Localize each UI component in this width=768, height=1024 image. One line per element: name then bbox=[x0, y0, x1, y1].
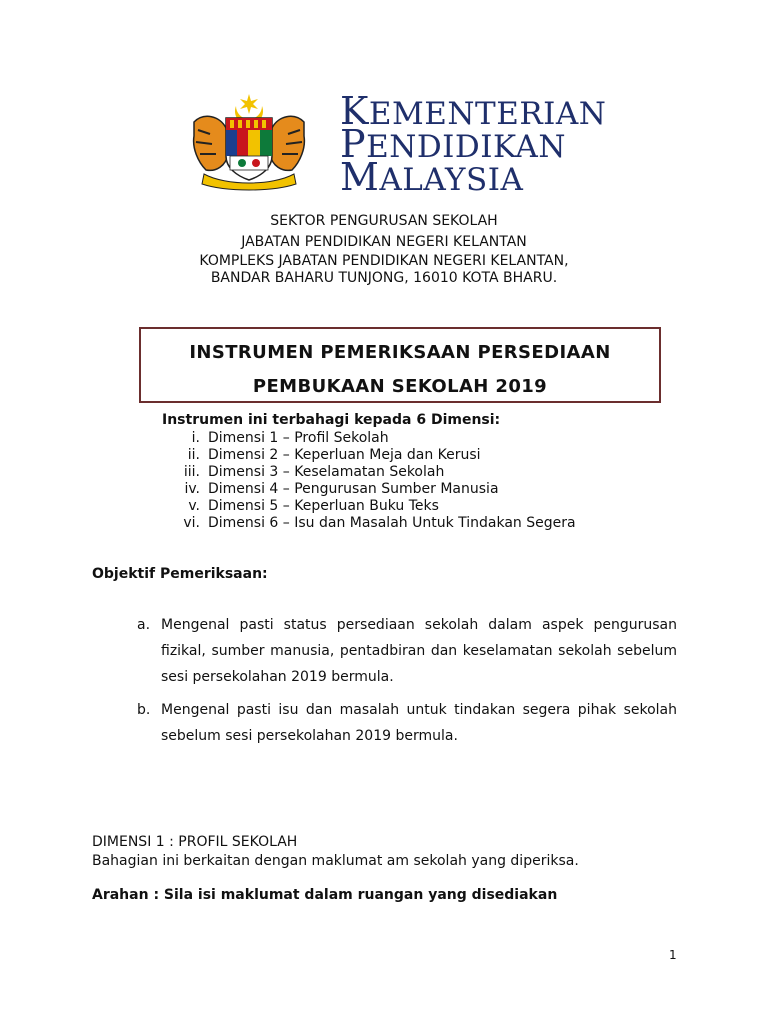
ministry-line-3: MALAYSIA bbox=[340, 155, 524, 199]
list-item bbox=[162, 481, 576, 498]
document-title-line-2: PEMBUKAAN SEKOLAH 2019 bbox=[252, 376, 548, 397]
address-line-3: KOMPLEKS JABATAN PENDIDIKAN NEGERI KELANTAN, bbox=[199, 253, 569, 269]
list-item bbox=[162, 498, 576, 515]
objective-text: Mengenal pasti status persediaan sekolah dalam aspek pengurusan fizikal, sumber manusia, pentadbiran dan keselamatan sekolah sebelum sesi persekolahan 2019 bermula. bbox=[161, 617, 677, 685]
objective-letter: a. bbox=[137, 617, 151, 633]
list-item bbox=[162, 515, 576, 532]
dimensions-list bbox=[162, 430, 576, 532]
objective-item-b bbox=[137, 697, 677, 749]
list-item-number: ii. bbox=[187, 447, 200, 463]
objectives-heading: Objektif Pemeriksaan: bbox=[92, 566, 268, 582]
document-title-box bbox=[139, 327, 661, 403]
list-item bbox=[162, 464, 576, 481]
list-item-text: Dimensi 5 – Keperluan Buku Teks bbox=[208, 498, 439, 514]
list-item-text: Dimensi 2 – Keperluan Meja dan Kerusi bbox=[208, 447, 481, 463]
address-line-4: BANDAR BAHARU TUNJONG, 16010 KOTA BHARU. bbox=[210, 270, 558, 286]
list-item-text: Dimensi 3 – Keselamatan Sekolah bbox=[208, 464, 445, 480]
list-item-text: Dimensi 4 – Pengurusan Sumber Manusia bbox=[208, 481, 499, 497]
objective-text: Mengenal pasti isu dan masalah untuk tindakan segera pihak sekolah sebelum sesi persekolahan 2019 bermula. bbox=[161, 702, 677, 744]
document-title-line-1: INSTRUMEN PEMERIKSAAN PERSEDIAAN bbox=[189, 342, 611, 363]
ministry-line-1: KEMENTERIAN bbox=[340, 89, 607, 133]
list-item bbox=[162, 430, 576, 447]
section-description: Bahagian ini berkaitan dengan maklumat am sekolah yang diperiksa. bbox=[92, 853, 579, 869]
list-item-number: iii. bbox=[183, 464, 200, 480]
list-item-text: Dimensi 1 – Profil Sekolah bbox=[208, 430, 389, 446]
list-item-number: vi. bbox=[183, 515, 200, 531]
section-heading: DIMENSI 1 : PROFIL SEKOLAH bbox=[92, 834, 298, 850]
objective-letter: b. bbox=[137, 702, 151, 718]
list-item-text: Dimensi 6 – Isu dan Masalah Untuk Tindakan Segera bbox=[208, 515, 576, 531]
ministry-logo-text bbox=[340, 89, 607, 199]
list-item bbox=[162, 447, 576, 464]
page-number: 1 bbox=[669, 948, 677, 962]
list-item-number: iv. bbox=[184, 481, 200, 497]
objective-item-a bbox=[137, 612, 677, 690]
address-line-1: SEKTOR PENGURUSAN SEKOLAH bbox=[270, 213, 498, 229]
ministry-line-2: PENDIDIKAN bbox=[340, 122, 566, 166]
list-item-number: i. bbox=[191, 430, 200, 446]
section-instruction: Arahan : Sila isi maklumat dalam ruangan yang disediakan bbox=[92, 887, 558, 903]
dimensions-intro: Instrumen ini terbahagi kepada 6 Dimensi: bbox=[162, 412, 501, 428]
list-item-number: v. bbox=[188, 498, 200, 514]
address-line-2: JABATAN PENDIDIKAN NEGERI KELANTAN bbox=[241, 234, 527, 250]
malaysia-coat-of-arms-icon bbox=[186, 92, 312, 192]
